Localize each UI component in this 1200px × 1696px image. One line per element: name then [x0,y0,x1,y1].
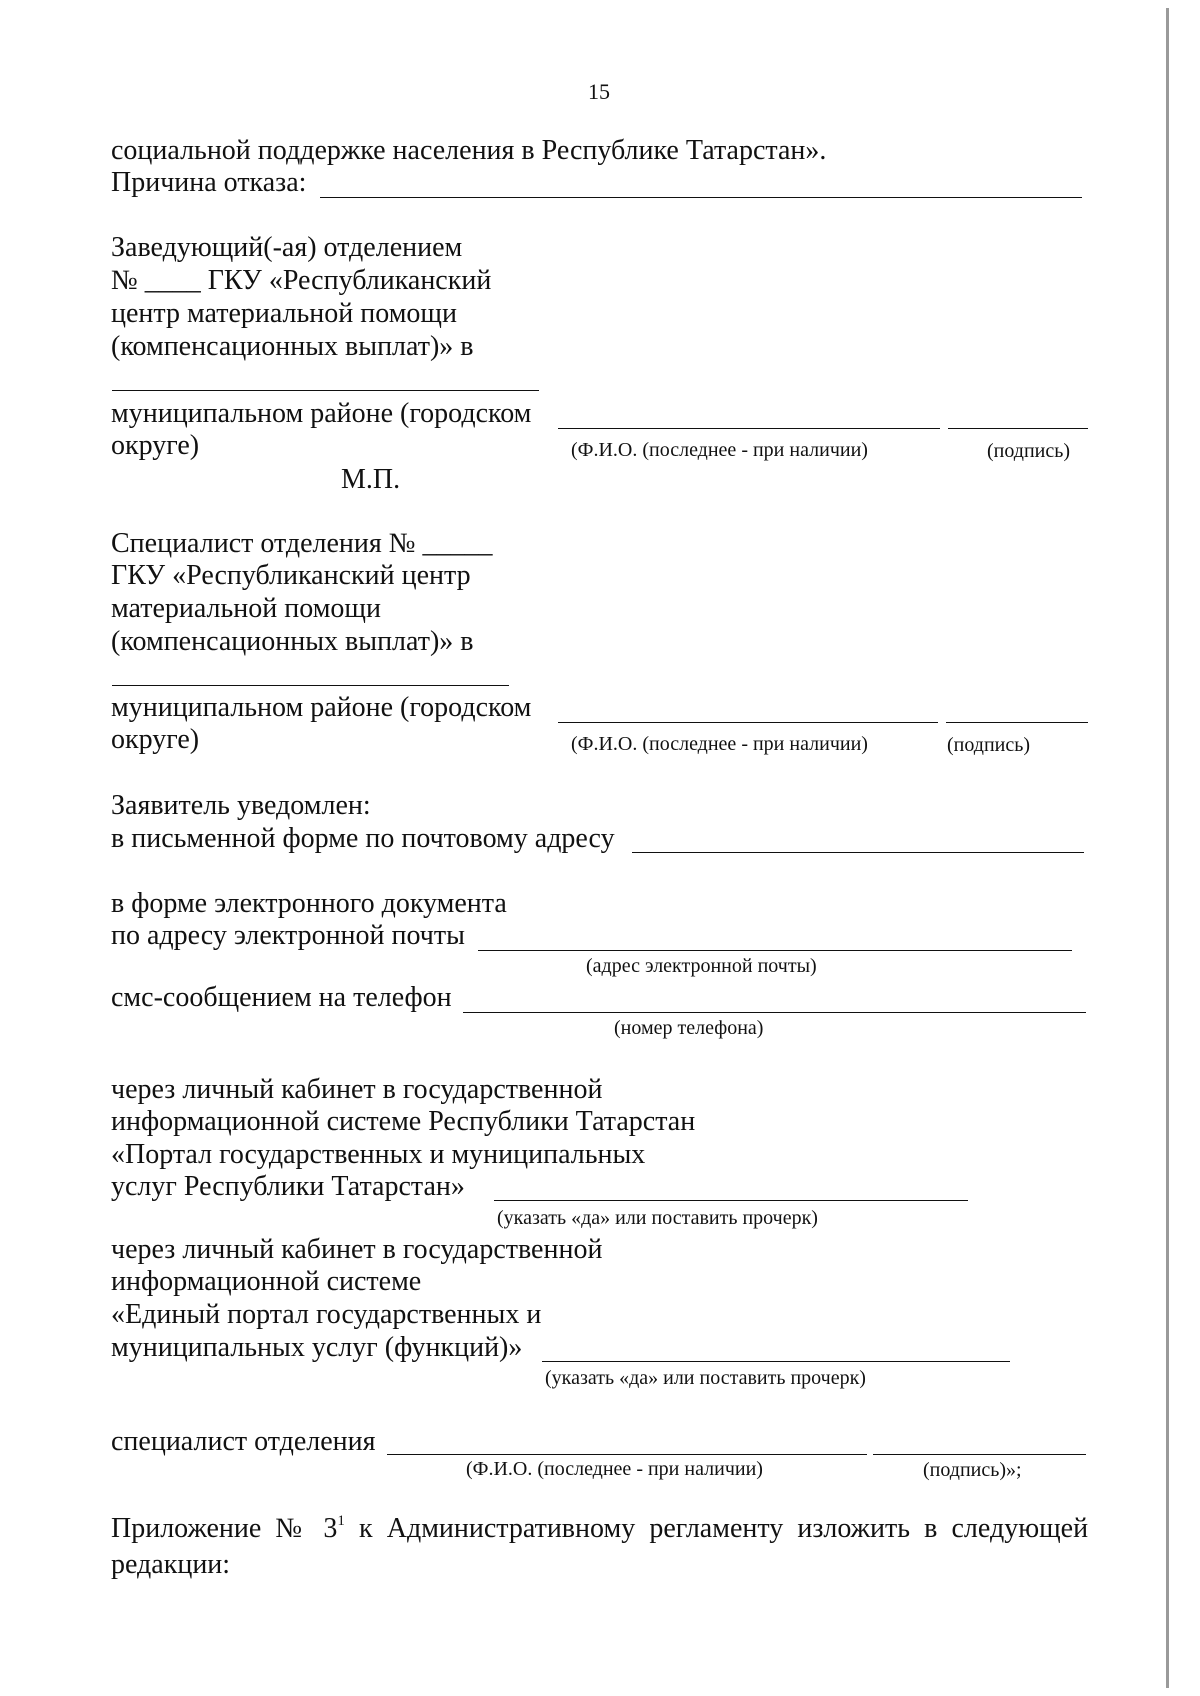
specialist-district-name-line [112,685,509,686]
specialist-line-4: (компенсационных выплат)» в [111,626,474,657]
appendix-word: Административному [386,1513,636,1544]
head-line-1: Заведующий(-ая) отделением [111,232,463,263]
appendix-word: следующей [951,1513,1089,1544]
appendix-superscript: 1 [337,1513,345,1529]
specialist-signature-line [946,722,1088,723]
specialist-line-3: материальной помощи [111,593,381,624]
head-fio-line [558,428,940,429]
closing-fio-line [387,1454,867,1455]
closing-signature-line [873,1454,1086,1455]
regional-portal-line-3: «Портал государственных и муниципальных [111,1139,646,1170]
appendix-word: № [275,1513,310,1544]
closing-signature-caption: (подпись)»; [923,1459,1022,1481]
regional-portal-line-2: информационной системе Республики Татарстан [111,1106,696,1137]
specialist-fio-caption: (Ф.И.О. (последнее - при наличии) [571,733,868,755]
electronic-line-2: по адресу электронной почты [111,920,465,951]
specialist-line-1: Специалист отделения № _____ [111,528,493,559]
email-caption: (адрес электронной почты) [586,955,817,977]
head-district-name-line [112,390,539,391]
appendix-number: $3^1$ [323,1513,345,1544]
notification-title: Заявитель уведомлен: [111,790,371,821]
electronic-line-1: в форме электронного документа [111,888,507,919]
postal-notification: в письменной форме по почтовому адресу [111,823,615,854]
phone-caption: (номер телефона) [614,1017,764,1039]
federal-portal-line-2: информационной системе [111,1266,422,1297]
regional-portal-line-4: услуг Республики Татарстан» [111,1171,465,1202]
stamp-mark: М.П. [341,464,401,495]
phone-line [463,1012,1086,1013]
closing-specialist-label: специалист отделения [111,1426,376,1457]
head-line-2: № ____ ГКУ «Республиканский [111,265,492,296]
postal-address-line [632,852,1084,853]
head-signature-line [948,428,1088,429]
specialist-line-2: ГКУ «Республиканский центр [111,560,471,591]
page-number: 15 [588,79,610,104]
regional-portal-line-1: через личный кабинет в государственной [111,1074,603,1105]
head-line-3: центр материальной помощи [111,298,457,329]
federal-portal-line-1: через личный кабинет в государственной [111,1234,603,1265]
regional-portal-caption: (указать «да» или поставить прочерк) [497,1207,818,1229]
appendix-line-1 [111,1515,1088,1543]
appendix-word: в [924,1513,938,1544]
head-line-4: (компенсационных выплат)» в [111,331,474,362]
federal-portal-line-3: «Единый портал государственных и [111,1299,542,1330]
appendix-word: к [359,1513,373,1544]
head-fio-caption: (Ф.И.О. (последнее - при наличии) [571,439,868,461]
head-district-line-1: муниципальном районе (городском [111,398,532,429]
specialist-district-line-1: муниципальном районе (городском [111,692,532,723]
scan-page-edge [1166,8,1169,1688]
specialist-district-line-2: округе) [111,724,200,755]
sms-notification: смс-сообщением на телефон [111,982,452,1013]
refusal-reason-line [320,197,1082,198]
head-signature-caption: (подпись) [987,440,1071,462]
appendix-word: изложить [797,1513,910,1544]
email-line [478,950,1072,951]
head-district-line-2: округе) [111,430,200,461]
closing-fio-caption: (Ф.И.О. (последнее - при наличии) [466,1458,763,1480]
appendix-word: Приложение [111,1513,262,1544]
appendix-line-2: редакции: [111,1549,231,1580]
specialist-fio-line [558,722,938,723]
federal-portal-line-4: муниципальных услуг (функций)» [111,1332,523,1363]
refusal-reason-label: Причина отказа: [111,167,307,198]
federal-portal-line [542,1361,1010,1362]
intro-line: социальной поддержке населения в Республике Татарстан». [111,135,827,166]
specialist-signature-caption: (подпись) [947,734,1031,756]
regional-portal-line [494,1200,968,1201]
federal-portal-caption: (указать «да» или поставить прочерк) [545,1367,866,1389]
appendix-word: регламенту [649,1513,784,1544]
